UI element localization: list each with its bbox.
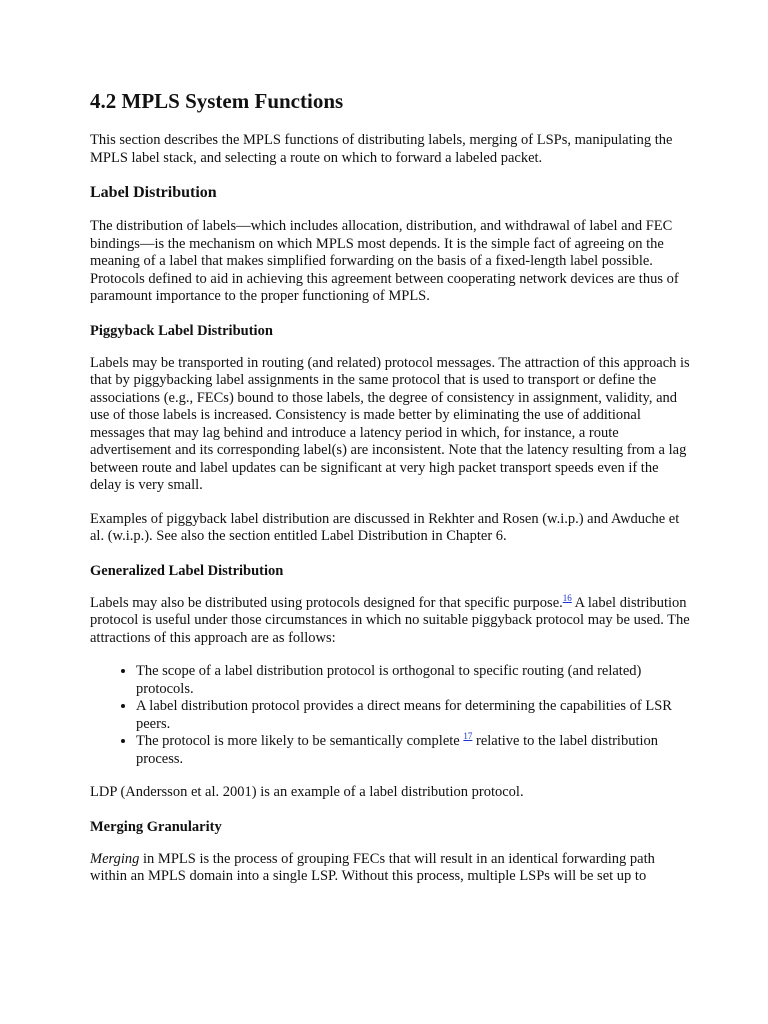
- list-item: [136, 733, 690, 768]
- piggyback-paragraph-1: Labels may be transported in routing (and related) protocol messages. The attraction of this approach is that by piggybacking label assignments in the same protocol that is used to transport or define the associations (e.g., FECs) bound to those labels, the degree of consistency in assignment, validity, and use of those labels is increased. Consistency is made better by eliminating the use of additional messages that may lag behind and introduce a latency period in which, for instance, a route advertisement and its corresponding label(s) are inconsistent. Note that the latency resulting from a lag between route and label updates can be significant at very high packet transport speeds even if the delay is very small.: [90, 354, 690, 493]
- label-distribution-heading: Label Distribution: [90, 184, 217, 201]
- page-title: 4.2 MPLS System Functions: [90, 89, 344, 113]
- generalized-text-before: Labels may also be distributed using protocols designed for that specific purpose.: [90, 594, 563, 611]
- intro-paragraph: This section describes the MPLS functions of distributing labels, merging of LSPs, manipulating the MPLS label stack, and selecting a route on which to forward a labeled packet.: [90, 132, 673, 166]
- list-item: • The scope of a label distribution protocol is orthogonal to specific routing (and related) protocols.: [136, 663, 690, 698]
- footnote-link-17[interactable]: 17: [463, 731, 473, 741]
- attractions-list: [90, 663, 690, 768]
- bullet3-text-before: The protocol is more likely to be semantically complete: [136, 733, 464, 749]
- bullet3-text-after: relative to the label distribution process.: [136, 733, 659, 767]
- ldp-paragraph: LDP (Andersson et al. 2001) is an example of a label distribution protocol.: [90, 784, 524, 800]
- generalized-paragraph: [90, 592, 690, 648]
- piggyback-heading: Piggyback Label Distribution: [90, 322, 273, 339]
- document-page: [90, 88, 690, 902]
- merging-term: Merging: [90, 850, 140, 867]
- list-item: • A label distribution protocol provides a direct means for determining the capabilities of LSR peers.: [136, 698, 690, 733]
- piggyback-paragraph-2: Examples of piggyback label distribution are discussed in Rekhter and Rosen (w.i.p.) and Awduche et al. (w.i.p.). See also the section entitled Label Distribution in Chapter 6.: [90, 510, 680, 544]
- generalized-text-after: A label distribution protocol is useful under those circumstances in which no suitable piggyback protocol may be used. The attractions of this approach are as follows:: [90, 594, 690, 646]
- footnote-link-16[interactable]: 16: [562, 592, 572, 603]
- label-distribution-paragraph: The distribution of labels—which includes allocation, distribution, and withdrawal of label and FEC bindings—is the mechanism on which MPLS most depends. It is the simple fact of agreeing on the meaning of a label that makes simplified forwarding on the basis of a fixed-length label possible. Protocols defined to aid in achieving this agreement between cooperating network devices are thus of paramount importance to the proper functioning of MPLS.: [90, 218, 679, 304]
- merging-text: in MPLS is the process of grouping FECs that will result in an identical forwarding path within an MPLS domain into a single LSP. Without this process, multiple LSPs will be set up to: [90, 850, 655, 884]
- merging-paragraph: [90, 851, 690, 886]
- generalized-heading: Generalized Label Distribution: [90, 562, 284, 579]
- merging-heading: Merging Granularity: [90, 818, 222, 835]
